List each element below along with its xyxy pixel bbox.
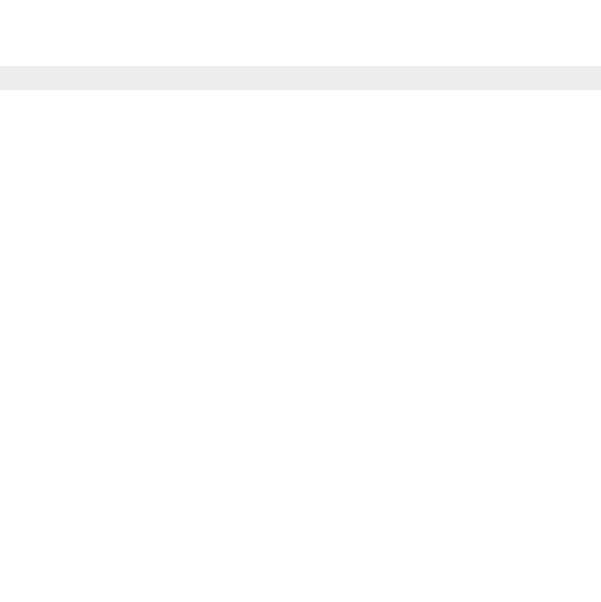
top-schematic-panel: [0, 0, 601, 66]
bottom-schematic-panel: [0, 90, 601, 602]
panel-separator: [0, 66, 601, 90]
fuse-row-diagram: [0, 0, 601, 66]
wiring-diagram: [0, 90, 601, 602]
